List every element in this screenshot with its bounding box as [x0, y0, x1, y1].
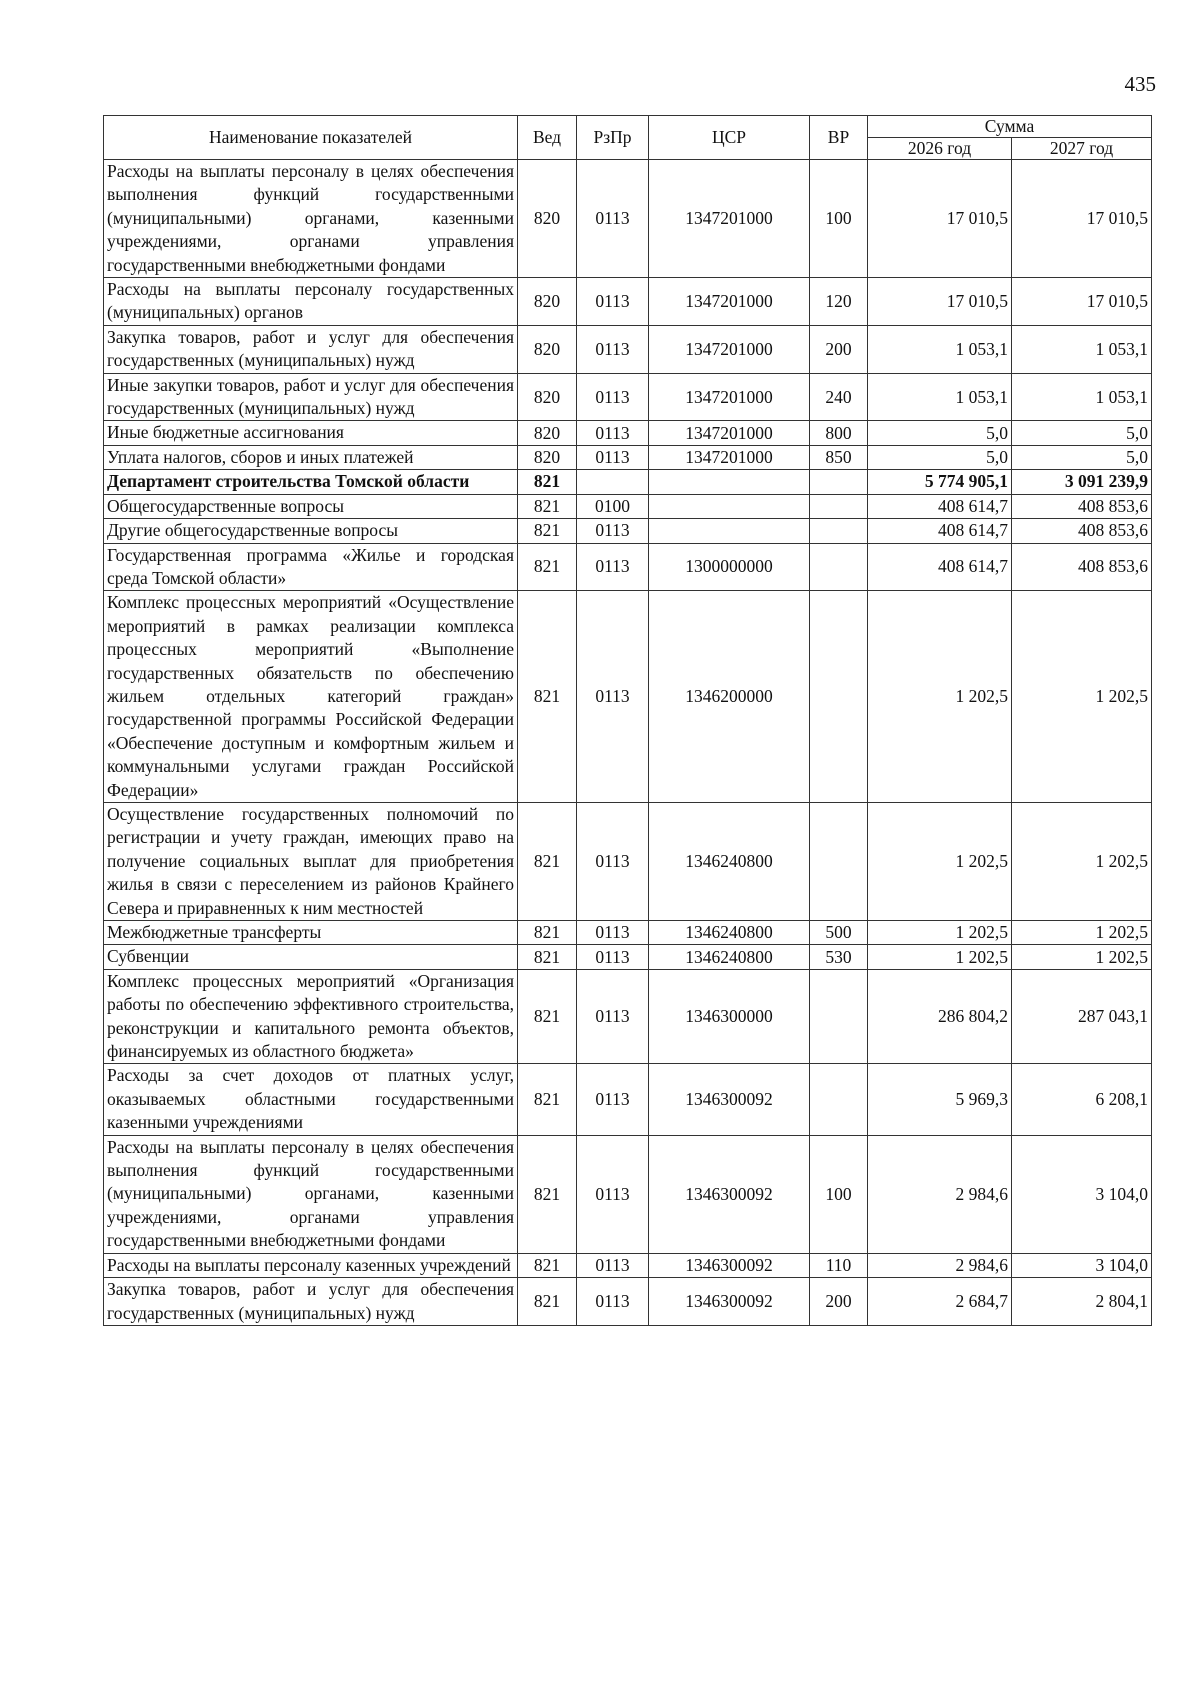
cell-ved: 821: [518, 591, 577, 803]
cell-sum-2027: 17 010,5: [1012, 160, 1152, 278]
cell-vr: [810, 519, 868, 543]
table-row: [104, 445, 1152, 469]
cell-sum-2027: 1 202,5: [1012, 802, 1152, 920]
cell-sum-2026: 1 053,1: [868, 325, 1012, 373]
table-row: [104, 921, 1152, 945]
cell-sum-2027: 1 053,1: [1012, 325, 1152, 373]
cell-ved: 821: [518, 494, 577, 518]
header-csr: ЦСР: [649, 116, 810, 160]
cell-csr: 1346240800: [649, 921, 810, 945]
cell-sum-2027: 1 202,5: [1012, 591, 1152, 803]
cell-name: Расходы на выплаты персоналу казенных учреждений: [104, 1253, 518, 1277]
cell-csr: 1347201000: [649, 160, 810, 278]
header-year-2026: 2026 год: [868, 138, 1012, 160]
cell-sum-2026: 1 202,5: [868, 921, 1012, 945]
cell-name: Другие общегосударственные вопросы: [104, 519, 518, 543]
cell-name: Закупка товаров, работ и услуг для обеспечения государственных (муниципальных) нужд: [104, 325, 518, 373]
cell-sum-2026: 5,0: [868, 445, 1012, 469]
cell-csr: 1346300092: [649, 1135, 810, 1253]
cell-sum-2026: 2 984,6: [868, 1253, 1012, 1277]
cell-rzpr: 0113: [577, 969, 649, 1064]
cell-vr: 800: [810, 421, 868, 445]
cell-name: Комплекс процессных мероприятий «Организация работы по обеспечению эффективного строительства, реконструкции и капитального ремонта объектов, финансируемых из областного бюджета»: [104, 969, 518, 1064]
header-sum: Сумма: [868, 116, 1152, 138]
cell-sum-2027: 6 208,1: [1012, 1064, 1152, 1135]
cell-name: Расходы на выплаты персоналу в целях обеспечения выполнения функций государственными (муниципальными) органами, казенными учреждениями, органами управления государственными внебюджетными фондами: [104, 1135, 518, 1253]
table-row: [104, 1278, 1152, 1326]
cell-sum-2026: 17 010,5: [868, 278, 1012, 326]
table-row: [104, 160, 1152, 278]
cell-csr: [649, 470, 810, 494]
cell-csr: [649, 494, 810, 518]
cell-rzpr: 0113: [577, 1064, 649, 1135]
cell-rzpr: 0113: [577, 278, 649, 326]
header-vr: ВР: [810, 116, 868, 160]
cell-vr: 100: [810, 1135, 868, 1253]
cell-sum-2026: 286 804,2: [868, 969, 1012, 1064]
header-year-2027: 2027 год: [1012, 138, 1152, 160]
cell-sum-2026: 5 969,3: [868, 1064, 1012, 1135]
cell-sum-2027: 3 104,0: [1012, 1135, 1152, 1253]
cell-csr: [649, 519, 810, 543]
cell-sum-2026: 17 010,5: [868, 160, 1012, 278]
cell-rzpr: 0113: [577, 802, 649, 920]
cell-ved: 821: [518, 802, 577, 920]
cell-sum-2027: 408 853,6: [1012, 543, 1152, 591]
cell-ved: 820: [518, 325, 577, 373]
budget-table: [103, 115, 1152, 1326]
cell-ved: 821: [518, 519, 577, 543]
cell-vr: 240: [810, 373, 868, 421]
table-row: [104, 519, 1152, 543]
cell-name: Межбюджетные трансферты: [104, 921, 518, 945]
cell-rzpr: 0113: [577, 160, 649, 278]
cell-sum-2026: 408 614,7: [868, 543, 1012, 591]
cell-csr: 1346300092: [649, 1278, 810, 1326]
cell-sum-2026: 408 614,7: [868, 494, 1012, 518]
table-row: [104, 278, 1152, 326]
cell-csr: 1347201000: [649, 278, 810, 326]
cell-name: Расходы за счет доходов от платных услуг, оказываемых областными государственными казенными учреждениями: [104, 1064, 518, 1135]
table-row: [104, 1135, 1152, 1253]
header-name: Наименование показателей: [104, 116, 518, 160]
cell-ved: 821: [518, 1278, 577, 1326]
cell-rzpr: 0113: [577, 1253, 649, 1277]
cell-csr: 1347201000: [649, 445, 810, 469]
cell-sum-2027: 1 053,1: [1012, 373, 1152, 421]
cell-sum-2027: 3 104,0: [1012, 1253, 1152, 1277]
cell-name: Осуществление государственных полномочий по регистрации и учету граждан, имеющих право на получение социальных выплат для приобретения жилья в связи с переселением из районов Крайнего Севера и приравненных к ним местностей: [104, 802, 518, 920]
cell-csr: 1347201000: [649, 325, 810, 373]
cell-ved: 821: [518, 1064, 577, 1135]
cell-vr: [810, 969, 868, 1064]
cell-csr: 1347201000: [649, 373, 810, 421]
cell-name: Расходы на выплаты персоналу в целях обеспечения выполнения функций государственными (муниципальными) органами, казенными учреждениями, органами управления государственными внебюджетными фондами: [104, 160, 518, 278]
cell-vr: 850: [810, 445, 868, 469]
cell-sum-2027: 287 043,1: [1012, 969, 1152, 1064]
table-row: [104, 969, 1152, 1064]
cell-vr: 100: [810, 160, 868, 278]
cell-rzpr: 0113: [577, 373, 649, 421]
cell-sum-2027: 1 202,5: [1012, 945, 1152, 969]
table-row: [104, 421, 1152, 445]
cell-name: Общегосударственные вопросы: [104, 494, 518, 518]
cell-sum-2027: 3 091 239,9: [1012, 470, 1152, 494]
cell-vr: [810, 591, 868, 803]
cell-vr: 110: [810, 1253, 868, 1277]
cell-rzpr: 0113: [577, 1135, 649, 1253]
cell-csr: 1346240800: [649, 802, 810, 920]
cell-csr: 1346300092: [649, 1253, 810, 1277]
table-row: [104, 1253, 1152, 1277]
cell-rzpr: 0113: [577, 445, 649, 469]
cell-sum-2026: 5 774 905,1: [868, 470, 1012, 494]
header-row-1: [104, 116, 1152, 138]
cell-sum-2027: 5,0: [1012, 421, 1152, 445]
cell-vr: 200: [810, 1278, 868, 1326]
cell-rzpr: 0113: [577, 945, 649, 969]
cell-ved: 820: [518, 160, 577, 278]
cell-ved: 821: [518, 969, 577, 1064]
cell-sum-2026: 1 053,1: [868, 373, 1012, 421]
cell-vr: 200: [810, 325, 868, 373]
cell-ved: 820: [518, 373, 577, 421]
cell-name: Субвенции: [104, 945, 518, 969]
cell-sum-2026: 1 202,5: [868, 802, 1012, 920]
cell-sum-2027: 5,0: [1012, 445, 1152, 469]
cell-name: Государственная программа «Жилье и городская среда Томской области»: [104, 543, 518, 591]
cell-rzpr: 0100: [577, 494, 649, 518]
cell-rzpr: [577, 470, 649, 494]
cell-vr: 530: [810, 945, 868, 969]
header-ved: Вед: [518, 116, 577, 160]
cell-vr: [810, 494, 868, 518]
cell-ved: 821: [518, 945, 577, 969]
cell-sum-2026: 1 202,5: [868, 591, 1012, 803]
cell-name: Закупка товаров, работ и услуг для обеспечения государственных (муниципальных) нужд: [104, 1278, 518, 1326]
cell-name: Комплекс процессных мероприятий «Осуществление мероприятий в рамках реализации комплекса процессных мероприятий «Выполнение государственных обязательств по обеспечению жильем отдельных категорий граждан» государственной программы Российской Федерации «Обеспечение доступным и комфортным жильем и коммунальными услугами граждан Российской Федерации»: [104, 591, 518, 803]
cell-sum-2026: 408 614,7: [868, 519, 1012, 543]
cell-rzpr: 0113: [577, 1278, 649, 1326]
table-row: [104, 325, 1152, 373]
cell-name: Расходы на выплаты персоналу государственных (муниципальных) органов: [104, 278, 518, 326]
cell-name: Иные закупки товаров, работ и услуг для обеспечения государственных (муниципальных) нужд: [104, 373, 518, 421]
table-row: [104, 591, 1152, 803]
page-number: 435: [1124, 72, 1156, 96]
cell-ved: 821: [518, 470, 577, 494]
cell-vr: 500: [810, 921, 868, 945]
cell-csr: 1346300000: [649, 969, 810, 1064]
cell-rzpr: 0113: [577, 543, 649, 591]
cell-ved: 820: [518, 445, 577, 469]
cell-csr: 1346240800: [649, 945, 810, 969]
table-body: [104, 160, 1152, 1326]
cell-rzpr: 0113: [577, 421, 649, 445]
cell-vr: [810, 802, 868, 920]
table-row: [104, 1064, 1152, 1135]
cell-sum-2027: 1 202,5: [1012, 921, 1152, 945]
table-row: [104, 945, 1152, 969]
table-row: [104, 543, 1152, 591]
cell-csr: 1300000000: [649, 543, 810, 591]
cell-sum-2026: 2 984,6: [868, 1135, 1012, 1253]
table-row: [104, 373, 1152, 421]
cell-name: Иные бюджетные ассигнования: [104, 421, 518, 445]
cell-rzpr: 0113: [577, 519, 649, 543]
cell-vr: [810, 543, 868, 591]
cell-ved: 821: [518, 543, 577, 591]
cell-name: Департамент строительства Томской области: [104, 470, 518, 494]
cell-ved: 821: [518, 921, 577, 945]
cell-sum-2026: 1 202,5: [868, 945, 1012, 969]
cell-sum-2027: 408 853,6: [1012, 494, 1152, 518]
cell-csr: 1346200000: [649, 591, 810, 803]
cell-rzpr: 0113: [577, 921, 649, 945]
cell-ved: 821: [518, 1253, 577, 1277]
cell-vr: [810, 1064, 868, 1135]
cell-csr: 1347201000: [649, 421, 810, 445]
cell-sum-2027: 408 853,6: [1012, 519, 1152, 543]
cell-name: Уплата налогов, сборов и иных платежей: [104, 445, 518, 469]
table-row: [104, 470, 1152, 494]
table-row: [104, 802, 1152, 920]
table-row: [104, 494, 1152, 518]
cell-rzpr: 0113: [577, 591, 649, 803]
cell-sum-2026: 5,0: [868, 421, 1012, 445]
cell-ved: 820: [518, 421, 577, 445]
cell-sum-2027: 2 804,1: [1012, 1278, 1152, 1326]
cell-vr: [810, 470, 868, 494]
cell-rzpr: 0113: [577, 325, 649, 373]
header-rzpr: РзПр: [577, 116, 649, 160]
cell-sum-2027: 17 010,5: [1012, 278, 1152, 326]
cell-ved: 821: [518, 1135, 577, 1253]
cell-csr: 1346300092: [649, 1064, 810, 1135]
cell-vr: 120: [810, 278, 868, 326]
cell-ved: 820: [518, 278, 577, 326]
cell-sum-2026: 2 684,7: [868, 1278, 1012, 1326]
